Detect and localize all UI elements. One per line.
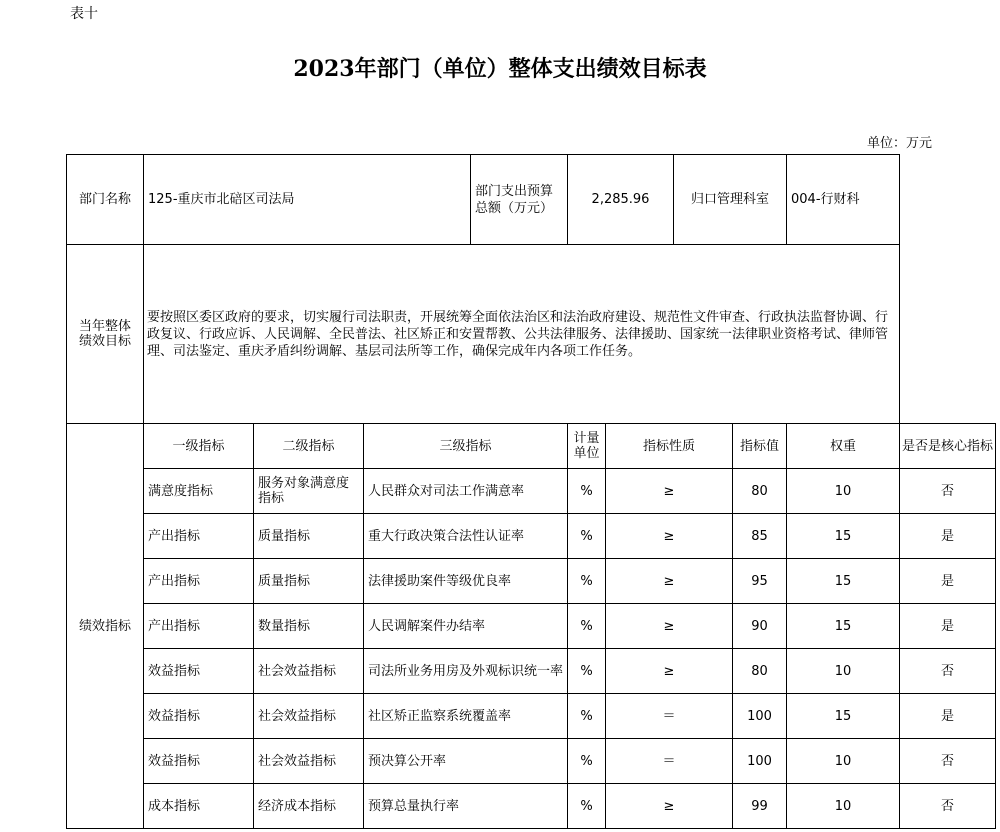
core-cell: 是 xyxy=(900,559,996,604)
level3-cell: 重大行政决策合法性认证率 xyxy=(364,514,568,559)
weight-cell: 10 xyxy=(787,784,900,829)
header-value: 指标值 xyxy=(733,424,787,469)
weight-cell: 10 xyxy=(787,469,900,514)
core-cell: 否 xyxy=(900,469,996,514)
unit-cell: % xyxy=(568,739,606,784)
unit-cell: % xyxy=(568,784,606,829)
core-cell: 否 xyxy=(900,739,996,784)
level2-cell: 服务对象满意度指标 xyxy=(254,469,364,514)
nature-cell: ＝ xyxy=(606,694,733,739)
level1-cell: 效益指标 xyxy=(144,694,254,739)
perf-header-row xyxy=(67,424,996,469)
weight-cell: 15 xyxy=(787,694,900,739)
nature-cell: ≥ xyxy=(606,604,733,649)
page-title: 2023年部门（单位）整体支出绩效目标表 xyxy=(293,56,707,82)
goal-row xyxy=(67,245,996,424)
value-cell: 95 xyxy=(733,559,787,604)
nature-cell: ≥ xyxy=(606,559,733,604)
level3-cell: 预算总量执行率 xyxy=(364,784,568,829)
perf-label: 绩效指标 xyxy=(67,424,144,829)
level3-cell: 人民群众对司法工作满意率 xyxy=(364,469,568,514)
dept-name-value: 125-重庆市北碚区司法局 xyxy=(144,155,471,245)
table-row xyxy=(67,469,996,514)
weight-cell: 15 xyxy=(787,604,900,649)
table-number-label: 表十 xyxy=(70,6,98,22)
level2-cell: 数量指标 xyxy=(254,604,364,649)
weight-cell: 15 xyxy=(787,559,900,604)
table-row xyxy=(67,649,996,694)
level3-cell: 人民调解案件办结率 xyxy=(364,604,568,649)
nature-cell: ≥ xyxy=(606,784,733,829)
dept-name-label: 部门名称 xyxy=(67,155,144,245)
value-cell: 85 xyxy=(733,514,787,559)
table-row xyxy=(67,514,996,559)
budget-value: 2,285.96 xyxy=(568,155,674,245)
unit-cell: % xyxy=(568,514,606,559)
unit-cell: % xyxy=(568,469,606,514)
header-core: 是否是核心指标 xyxy=(900,424,996,469)
mgmt-dept-value: 004-行财科 xyxy=(787,155,900,245)
level3-cell: 预决算公开率 xyxy=(364,739,568,784)
unit-cell: % xyxy=(568,604,606,649)
value-cell: 80 xyxy=(733,649,787,694)
header-nature: 指标性质 xyxy=(606,424,733,469)
core-cell: 是 xyxy=(900,514,996,559)
table-row xyxy=(67,604,996,649)
value-cell: 99 xyxy=(733,784,787,829)
table-row xyxy=(67,694,996,739)
level1-cell: 效益指标 xyxy=(144,649,254,694)
budget-label: 部门支出预算总额（万元） xyxy=(471,155,568,245)
level1-cell: 满意度指标 xyxy=(144,469,254,514)
level2-cell: 经济成本指标 xyxy=(254,784,364,829)
value-cell: 100 xyxy=(733,694,787,739)
level3-cell: 法律援助案件等级优良率 xyxy=(364,559,568,604)
unit-label: 单位：万元 xyxy=(866,136,932,151)
core-cell: 否 xyxy=(900,784,996,829)
header-level2: 二级指标 xyxy=(254,424,364,469)
unit-cell: % xyxy=(568,694,606,739)
unit-cell: % xyxy=(568,649,606,694)
nature-cell: ＝ xyxy=(606,739,733,784)
level2-cell: 社会效益指标 xyxy=(254,649,364,694)
nature-cell: ≥ xyxy=(606,649,733,694)
value-cell: 80 xyxy=(733,469,787,514)
weight-cell: 10 xyxy=(787,739,900,784)
level1-cell: 效益指标 xyxy=(144,739,254,784)
goal-text: 要按照区委区政府的要求，切实履行司法职责，开展统筹全面依法治区和法治政府建设、规范性文件审查、行政执法监督协调、行政复议、行政应诉、人民调解、全民普法、社区矫正和安置帮教、公共法律服务、法律援助、国家统一法律职业资格考试、律师管理、司法鉴定、重庆矛盾纠纷调解、基层司法所等工作，确保完成年内各项工作任务。 xyxy=(144,245,900,424)
level1-cell: 成本指标 xyxy=(144,784,254,829)
performance-target-table xyxy=(66,154,996,829)
value-cell: 100 xyxy=(733,739,787,784)
dept-info-row xyxy=(67,155,996,245)
mgmt-dept-label: 归口管理科室 xyxy=(674,155,787,245)
level2-cell: 质量指标 xyxy=(254,559,364,604)
header-level3: 三级指标 xyxy=(364,424,568,469)
level1-cell: 产出指标 xyxy=(144,514,254,559)
level2-cell: 社会效益指标 xyxy=(254,739,364,784)
core-cell: 是 xyxy=(900,694,996,739)
value-cell: 90 xyxy=(733,604,787,649)
table-row xyxy=(67,559,996,604)
nature-cell: ≥ xyxy=(606,469,733,514)
level2-cell: 质量指标 xyxy=(254,514,364,559)
core-cell: 否 xyxy=(900,649,996,694)
weight-cell: 10 xyxy=(787,649,900,694)
goal-label: 当年整体绩效目标 xyxy=(67,245,144,424)
nature-cell: ≥ xyxy=(606,514,733,559)
level1-cell: 产出指标 xyxy=(144,559,254,604)
header-level1: 一级指标 xyxy=(144,424,254,469)
weight-cell: 15 xyxy=(787,514,900,559)
level2-cell: 社会效益指标 xyxy=(254,694,364,739)
header-weight: 权重 xyxy=(787,424,900,469)
level3-cell: 司法所业务用房及外观标识统一率 xyxy=(364,649,568,694)
unit-cell: % xyxy=(568,559,606,604)
table-row xyxy=(67,784,996,829)
level1-cell: 产出指标 xyxy=(144,604,254,649)
level3-cell: 社区矫正监察系统覆盖率 xyxy=(364,694,568,739)
core-cell: 是 xyxy=(900,604,996,649)
header-unit: 计量单位 xyxy=(568,424,606,469)
table-row xyxy=(67,739,996,784)
